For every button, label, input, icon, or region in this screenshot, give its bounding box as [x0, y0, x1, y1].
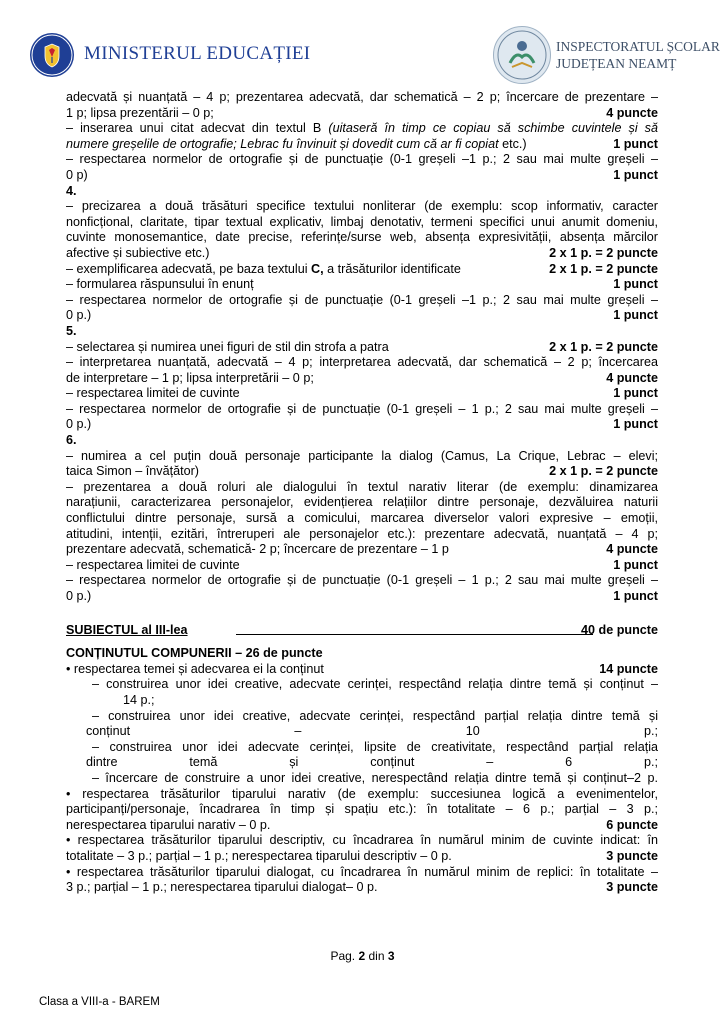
criterion-text: – numirea a cel puțin două personaje participante la dialog (Camus, La Crique, Lebrac – elevi; [66, 448, 658, 463]
criterion-text: – construirea unor idei creative, adecvate cerinței, respectând parțial relația dintre temă și [92, 708, 658, 723]
criterion-text: atitudini, intenții, ezitări, întreruperi ale personajelor etc.): prezentare adecvată, nuanțată – 4 p; [66, 526, 658, 541]
section-three-title: SUBIECTUL al III-lea [66, 622, 188, 637]
scoring-line [66, 480, 658, 496]
quoted-text: numere greșelile de ortografie; Lebrac fu învinuit și dovedit cum că ar fi copiat [66, 136, 499, 151]
criterion-text: 3 p.; parțial – 1 p.; nerespectarea tiparului dialogat– 0 p. [66, 880, 378, 895]
scoring-line [66, 558, 658, 574]
page-header [0, 0, 725, 88]
scoring-line [66, 771, 658, 787]
government-crest-logo [30, 33, 74, 77]
scoring-line [66, 137, 658, 153]
scoring-line [66, 677, 658, 693]
criterion-text: – respectarea limitei de cuvinte [66, 386, 240, 401]
scoring-line [66, 589, 658, 605]
points-value: 1 punct [613, 277, 658, 292]
scoring-line [66, 340, 658, 356]
page-current: 2 [358, 949, 366, 963]
criterion-text: cuvinte monosemantice, date precise, referințe/surse web, absența expresivității, absența mărcilor [66, 230, 658, 245]
scoring-line [66, 865, 658, 881]
criterion-text: dintre temă și conținut – 6 p.; [86, 755, 658, 770]
item-number: 6. [66, 433, 77, 448]
criterion-text: participanți/personaje, încadrarea în timp și spațiu etc.): în totalitate – 6 p.; parțial – 3 p.; [66, 802, 658, 817]
criterion-text: • respectarea trăsăturilor tiparului narativ (de exemplu: succesiunea logică a evenimentelor, [66, 786, 658, 801]
composition-content-scoring [66, 662, 658, 896]
page-prefix: Pag. [330, 949, 359, 963]
scoring-line [66, 849, 658, 865]
ministry-title: MINISTERUL EDUCAȚIEI [84, 43, 311, 64]
scoring-line [66, 386, 658, 402]
criterion-text: de interpretare – 1 p; lipsa interpretării – 0 p; [66, 370, 314, 385]
scoring-line [66, 573, 658, 589]
points-value: 1 punct [613, 557, 658, 572]
points-value: 6 puncte [606, 817, 658, 832]
quoted-text: (uitaseră în timp ce copiau să schimbe cuvintele și să [328, 121, 658, 136]
section-three-underline [236, 634, 593, 635]
content-heading: CONȚINUTUL COMPUNERII – 26 de puncte [66, 646, 323, 661]
criterion-text: totalitate – 3 p.; parțial – 1 p.; nerespectarea tiparului descriptiv – 0 p. [66, 848, 452, 863]
criterion-text: – interpretarea nuanțată, adecvată – 4 p; interpretarea adecvată, dar schematică – 2 p; încercarea [66, 355, 658, 370]
scoring-line [66, 402, 658, 418]
criterion-text: 0 p.) [66, 308, 92, 323]
scoring-line [66, 371, 658, 387]
points-value: 1 punct [613, 167, 658, 182]
scoring-line [66, 106, 658, 122]
points-value: 3 puncte [606, 880, 658, 895]
points-value: 2 x 1 p. = 2 puncte [549, 245, 658, 260]
points-value: 14 puncte [599, 661, 658, 676]
inspectorate-seal-logo [493, 26, 551, 84]
class-label: Clasa a VIII-a - BAREM [39, 996, 160, 1008]
inspectorate-title [556, 38, 720, 72]
criterion-text: nonficțional, claritate, tipar textual explicativ, limbaj denotativ, termeni specifici unui anumit domeniu, [66, 214, 658, 229]
criterion-text: – respectarea normelor de ortografie și de punctuație (0-1 greșeli – 1 p.; 2 sau mai multe greșeli – [66, 573, 658, 588]
scoring-line [66, 542, 658, 558]
criterion-text: – încercare de construire a unor idei creative, nerespectând relația dintre temă și conținut–2 p. [92, 770, 658, 785]
criterion-text: conflictului dintre personaje, sursă a comicului, marcarea diverselor valori expresive – emoții, [66, 511, 658, 526]
scoring-line [66, 833, 658, 849]
points-value: 1 punct [613, 417, 658, 432]
points-value: 4 puncte [606, 370, 658, 385]
scoring-line [66, 724, 658, 740]
scoring-line [66, 246, 658, 262]
section-spacer [66, 605, 658, 623]
criterion-text: – precizarea a două trăsături specifice textului nonliterar (de exemplu: scop informativ, caracter [66, 199, 658, 214]
scoring-line [66, 230, 658, 246]
scoring-line [66, 527, 658, 543]
criterion-text: 1 p; lipsa prezentării – 0 p; [66, 105, 214, 120]
scoring-line [66, 121, 658, 137]
item-number: 4. [66, 183, 77, 198]
scoring-line [66, 417, 658, 433]
criterion-text: – respectarea limitei de cuvinte [66, 557, 240, 572]
criterion-text: prezentare adecvată, schematică- 2 p; încercare de prezentare – 1 p [66, 542, 449, 557]
criterion-text: • respectarea temei și adecvarea ei la conținut [66, 661, 324, 676]
criterion-text: nerespectarea tiparului narativ – 0 p. [66, 817, 271, 832]
page-number [0, 949, 725, 963]
points-value: 4 puncte [606, 542, 658, 557]
section-three-points: 40 de puncte [581, 622, 658, 637]
text-reference: C, [311, 261, 324, 276]
page-mid: din [365, 949, 388, 963]
scoring-line [66, 662, 658, 678]
item-number: 5. [66, 323, 77, 338]
scoring-line [66, 495, 658, 511]
criterion-text: 0 p.) [66, 417, 92, 432]
inspectorate-title-line-2: JUDEȚEAN NEAMȚ [556, 56, 677, 71]
points-value: 1 punct [613, 308, 658, 323]
criterion-text: – respectarea normelor de ortografie și de punctuație (0-1 greșeli – 1 p.; 2 sau mai multe greșeli – [66, 401, 658, 416]
criterion-text: – construirea unor idei adecvate cerinței, lipsite de creativitate, respectând parțial relația [92, 739, 658, 754]
inspectorate-emblem-icon [494, 27, 550, 83]
scoring-line [66, 787, 658, 803]
points-value: 3 puncte [606, 848, 658, 863]
scoring-line [66, 709, 658, 725]
scoring-line [66, 802, 658, 818]
scoring-line [66, 464, 658, 480]
scoring-line [66, 152, 658, 168]
scoring-line [66, 262, 658, 278]
criterion-text: – construirea unor idei creative, adecvate cerinței, respectând relația dintre temă și conținut – [92, 677, 658, 692]
points-value: 1 punct [613, 589, 658, 603]
criterion-text: narațiunii, caracterizarea personajelor, evidențierea relațiilor dintre personaje, dezvăluirea naturii [66, 495, 658, 510]
scoring-line [66, 511, 658, 527]
scoring-line [66, 740, 658, 756]
scoring-line [66, 308, 658, 324]
criterion-text: 14 p.; [123, 692, 155, 707]
subject-two-scoring [66, 90, 658, 605]
criterion-text: • respectarea trăsăturilor tiparului dialogat, cu încadrarea în numărul minim de replici: în totalitate – [66, 864, 658, 879]
points-value: 1 punct [613, 136, 658, 151]
scoring-line [66, 90, 658, 106]
scoring-line [66, 355, 658, 371]
scoring-line [66, 215, 658, 231]
criterion-text: – inserarea unui citat adecvat din textul B [66, 121, 329, 136]
scoring-line [66, 168, 658, 184]
points-value: 4 puncte [606, 105, 658, 120]
points-value: 2 x 1 p. = 2 puncte [549, 339, 658, 354]
criterion-text: etc.) [498, 136, 527, 151]
points-value: 1 punct [613, 386, 658, 401]
points-value: 2 x 1 p. = 2 puncte [549, 261, 658, 276]
scoring-line [66, 449, 658, 465]
criterion-text: 0 p.) [66, 589, 92, 603]
scoring-line [66, 880, 658, 896]
scoring-line [66, 199, 658, 215]
criterion-text: – exemplificarea adecvată, pe baza textului [66, 261, 312, 276]
criterion-text: taica Simon – învățător) [66, 464, 199, 479]
crest-emblem-icon [30, 33, 74, 77]
criterion-text: – respectarea normelor de ortografie și de punctuație (0-1 greșeli –1 p.; 2 sau mai multe greșeli – [66, 152, 658, 167]
points-value: 2 x 1 p. = 2 puncte [549, 464, 658, 479]
criterion-text: • respectarea trăsăturilor tiparului descriptiv, cu încadrarea în numărul minim de cuvinte indicat: în [66, 833, 658, 848]
scoring-line [66, 277, 658, 293]
section-three-header [66, 623, 658, 639]
criterion-text: – formularea răspunsului în enunț [66, 277, 254, 292]
scoring-line [66, 693, 658, 709]
criterion-text: – selectarea și numirea unei figuri de stil din strofa a patra [66, 339, 389, 354]
criterion-text: adecvată și nuanțată – 4 p; prezentarea adecvată, dar schematică – 2 p; încercare de prezentare – [66, 90, 658, 104]
criterion-text: – prezentarea a două roluri ale dialogului în textul narativ literar (de exemplu: dinamizarea [66, 479, 658, 494]
scoring-line [66, 818, 658, 834]
criterion-text: afective și subiective etc.) [66, 245, 210, 260]
criterion-text: a trăsăturilor identificate [323, 261, 461, 276]
inspectorate-title-line-1: INSPECTORATUL ȘCOLAR [556, 39, 720, 54]
barem-content [66, 90, 658, 896]
scoring-line [66, 755, 658, 771]
criterion-text: 0 p) [66, 167, 88, 182]
criterion-text: conținut – 10 p.; [86, 724, 658, 739]
criterion-text: – respectarea normelor de ortografie și de punctuație (0-1 greșeli –1 p.; 2 sau mai multe greșeli – [66, 292, 658, 307]
page-total: 3 [387, 949, 395, 963]
scoring-line [66, 293, 658, 309]
section-spacer [66, 638, 658, 646]
